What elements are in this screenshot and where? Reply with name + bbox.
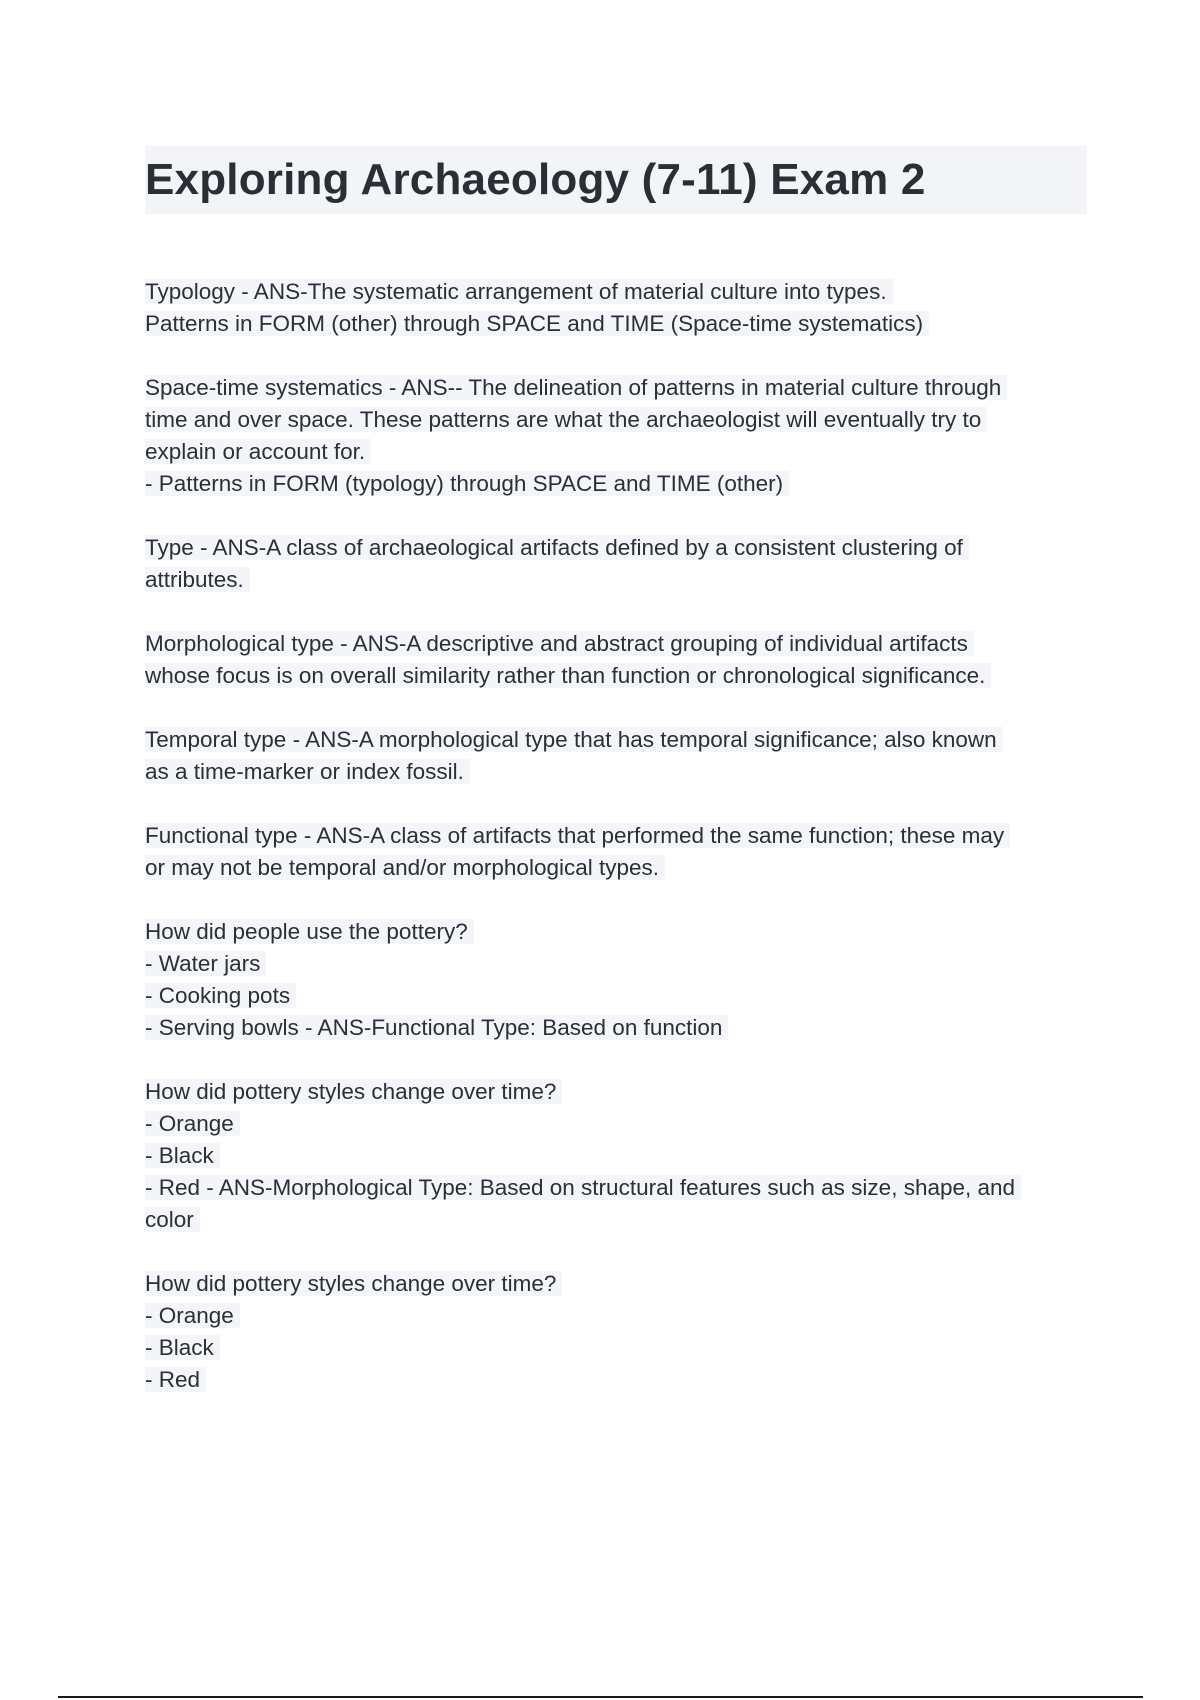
text-line: - Black xyxy=(145,1332,1090,1364)
text-line: Space-time systematics - ANS-- The delineation of patterns in material culture through xyxy=(145,372,1090,404)
text-line: time and over space. These patterns are what the archaeologist will eventually try to xyxy=(145,404,1090,436)
text-line: explain or account for. xyxy=(145,436,1090,468)
text-line: How did pottery styles change over time? xyxy=(145,1268,1090,1300)
text-line: - Red xyxy=(145,1364,1090,1396)
text-line: color xyxy=(145,1204,1090,1236)
text-line: as a time-marker or index fossil. xyxy=(145,756,1090,788)
entry-pottery-styles-2 xyxy=(145,1268,1090,1396)
entry-type xyxy=(145,532,1090,596)
entry-pottery-use xyxy=(145,916,1090,1044)
page-title: Exploring Archaeology (7-11) Exam 2 xyxy=(145,146,1087,214)
document-body xyxy=(145,276,1090,1428)
text-line: whose focus is on overall similarity rather than function or chronological significance. xyxy=(145,660,1090,692)
text-line: Typology - ANS-The systematic arrangement of material culture into types. xyxy=(145,276,1090,308)
entry-morphological-type xyxy=(145,628,1090,692)
text-line: - Orange xyxy=(145,1300,1090,1332)
text-line: How did people use the pottery? xyxy=(145,916,1090,948)
text-line: Type - ANS-A class of archaeological artifacts defined by a consistent clustering of xyxy=(145,532,1090,564)
entry-typology xyxy=(145,276,1090,340)
text-line: How did pottery styles change over time? xyxy=(145,1076,1090,1108)
text-line: - Cooking pots xyxy=(145,980,1090,1012)
text-line: Temporal type - ANS-A morphological type that has temporal significance; also known xyxy=(145,724,1090,756)
entry-space-time-systematics xyxy=(145,372,1090,500)
entry-temporal-type xyxy=(145,724,1090,788)
text-line: or may not be temporal and/or morphological types. xyxy=(145,852,1090,884)
entry-pottery-styles-1 xyxy=(145,1076,1090,1236)
text-line: - Water jars xyxy=(145,948,1090,980)
text-line: - Black xyxy=(145,1140,1090,1172)
text-line: - Red - ANS-Morphological Type: Based on structural features such as size, shape, and xyxy=(145,1172,1090,1204)
text-line: Morphological type - ANS-A descriptive and abstract grouping of individual artifacts xyxy=(145,628,1090,660)
text-line: Functional type - ANS-A class of artifacts that performed the same function; these may xyxy=(145,820,1090,852)
entry-functional-type xyxy=(145,820,1090,884)
text-line: attributes. xyxy=(145,564,1090,596)
footer-divider xyxy=(58,1696,1143,1698)
text-line: - Serving bowls - ANS-Functional Type: Based on function xyxy=(145,1012,1090,1044)
text-line: - Orange xyxy=(145,1108,1090,1140)
text-line: - Patterns in FORM (typology) through SPACE and TIME (other) xyxy=(145,468,1090,500)
text-line: Patterns in FORM (other) through SPACE and TIME (Space-time systematics) xyxy=(145,308,1090,340)
